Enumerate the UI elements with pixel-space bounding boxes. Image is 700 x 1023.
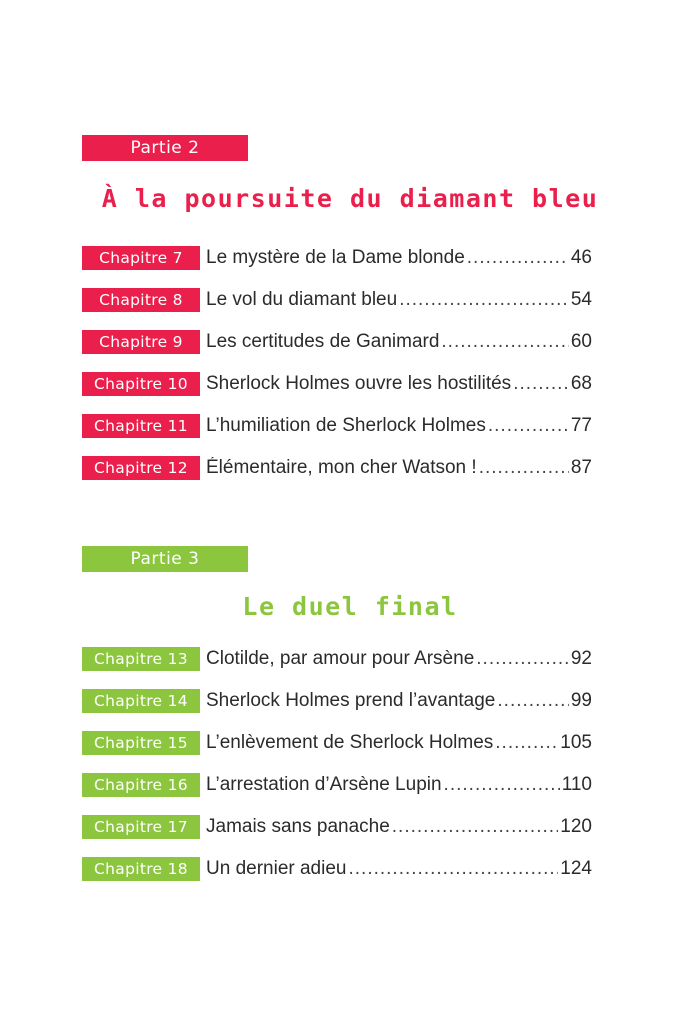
chapter-11-page: 77 bbox=[570, 415, 592, 436]
toc-entry-chapter-13[interactable] bbox=[82, 638, 592, 680]
chapter-8-page: 54 bbox=[570, 289, 592, 310]
toc-entry-chapter-9[interactable] bbox=[82, 321, 592, 363]
chapter-9-title: Les certitudes de Ganimard bbox=[206, 331, 440, 352]
toc-entry-chapter-18[interactable] bbox=[82, 848, 592, 890]
chapter-17-page: 120 bbox=[560, 816, 592, 837]
chapter-12-badge: Chapitre 12 bbox=[82, 456, 200, 480]
chapter-17-entry bbox=[206, 816, 592, 838]
chapter-8-title: Le vol du diamant bleu bbox=[206, 289, 398, 310]
dot-leader bbox=[495, 732, 558, 754]
toc-entry-chapter-8[interactable] bbox=[82, 279, 592, 321]
chapter-13-title: Clotilde, par amour pour Arsène bbox=[206, 648, 475, 669]
chapter-13-badge: Chapitre 13 bbox=[82, 647, 200, 671]
toc-entry-chapter-7[interactable] bbox=[82, 237, 592, 279]
dot-leader bbox=[513, 373, 569, 395]
chapter-15-page: 105 bbox=[560, 732, 592, 753]
chapter-16-badge: Chapitre 16 bbox=[82, 773, 200, 797]
toc-entry-chapter-16[interactable] bbox=[82, 764, 592, 806]
dot-leader bbox=[476, 648, 569, 670]
toc-entry-chapter-14[interactable] bbox=[82, 680, 592, 722]
chapter-16-title: L’arrestation d’Arsène Lupin bbox=[206, 774, 442, 795]
toc-entry-chapter-17[interactable] bbox=[82, 806, 592, 848]
chapter-18-page: 124 bbox=[560, 858, 592, 879]
dot-leader bbox=[467, 247, 569, 269]
part-3-badge-label: Partie 3 bbox=[130, 549, 200, 569]
chapter-11-badge: Chapitre 11 bbox=[82, 414, 200, 438]
chapter-10-badge: Chapitre 10 bbox=[82, 372, 200, 396]
chapter-15-badge: Chapitre 15 bbox=[82, 731, 200, 755]
dot-leader bbox=[488, 415, 569, 437]
dot-leader bbox=[392, 816, 559, 838]
toc-entry-chapter-12[interactable] bbox=[82, 447, 592, 489]
chapter-10-title: Sherlock Holmes ouvre les hostilités bbox=[206, 373, 512, 394]
chapter-8-entry bbox=[206, 289, 592, 311]
chapter-14-badge: Chapitre 14 bbox=[82, 689, 200, 713]
chapter-14-page: 99 bbox=[570, 690, 592, 711]
chapter-7-entry bbox=[206, 247, 592, 269]
chapter-18-entry bbox=[206, 858, 592, 880]
dot-leader bbox=[399, 289, 569, 311]
chapter-7-title: Le mystère de la Dame blonde bbox=[206, 247, 465, 268]
part-3-badge bbox=[82, 546, 248, 572]
dot-leader bbox=[479, 457, 569, 479]
chapter-16-entry bbox=[206, 774, 592, 796]
chapter-12-title: Élémentaire, mon cher Watson ! bbox=[206, 457, 477, 478]
part-3-chapter-list bbox=[82, 638, 592, 890]
dot-leader bbox=[441, 331, 568, 353]
chapter-18-badge: Chapitre 18 bbox=[82, 857, 200, 881]
chapter-17-badge: Chapitre 17 bbox=[82, 815, 200, 839]
dot-leader bbox=[497, 690, 568, 712]
chapter-8-badge: Chapitre 8 bbox=[82, 288, 200, 312]
chapter-14-entry bbox=[206, 690, 592, 712]
chapter-16-page: 110 bbox=[561, 774, 592, 795]
part-2-title: À la poursuite du diamant bleu bbox=[101, 184, 599, 213]
chapter-9-page: 60 bbox=[570, 331, 592, 352]
chapter-15-title: L’enlèvement de Sherlock Holmes bbox=[206, 732, 494, 753]
chapter-11-title: L’humiliation de Sherlock Holmes bbox=[206, 415, 486, 436]
chapter-17-title: Jamais sans panache bbox=[206, 816, 390, 837]
chapter-9-badge: Chapitre 9 bbox=[82, 330, 200, 354]
chapter-12-page: 87 bbox=[570, 457, 592, 478]
dot-leader bbox=[444, 774, 560, 796]
chapter-10-entry bbox=[206, 373, 592, 395]
chapter-7-badge: Chapitre 7 bbox=[82, 246, 200, 270]
chapter-9-entry bbox=[206, 331, 592, 353]
toc-entry-chapter-11[interactable] bbox=[82, 405, 592, 447]
dot-leader bbox=[348, 858, 558, 880]
part-3-title: Le duel final bbox=[242, 592, 458, 621]
chapter-18-title: Un dernier adieu bbox=[206, 858, 347, 879]
chapter-15-entry bbox=[206, 732, 592, 754]
chapter-13-entry bbox=[206, 648, 592, 670]
part-2-badge-label: Partie 2 bbox=[130, 138, 200, 158]
chapter-14-title: Sherlock Holmes prend l’avantage bbox=[206, 690, 496, 711]
toc-entry-chapter-15[interactable] bbox=[82, 722, 592, 764]
toc-entry-chapter-10[interactable] bbox=[82, 363, 592, 405]
chapter-7-page: 46 bbox=[570, 247, 592, 268]
part-2-badge bbox=[82, 135, 248, 161]
chapter-11-entry bbox=[206, 415, 592, 437]
chapter-10-page: 68 bbox=[570, 373, 592, 394]
part-2-chapter-list bbox=[82, 237, 592, 489]
chapter-12-entry bbox=[206, 457, 592, 479]
chapter-13-page: 92 bbox=[570, 648, 592, 669]
